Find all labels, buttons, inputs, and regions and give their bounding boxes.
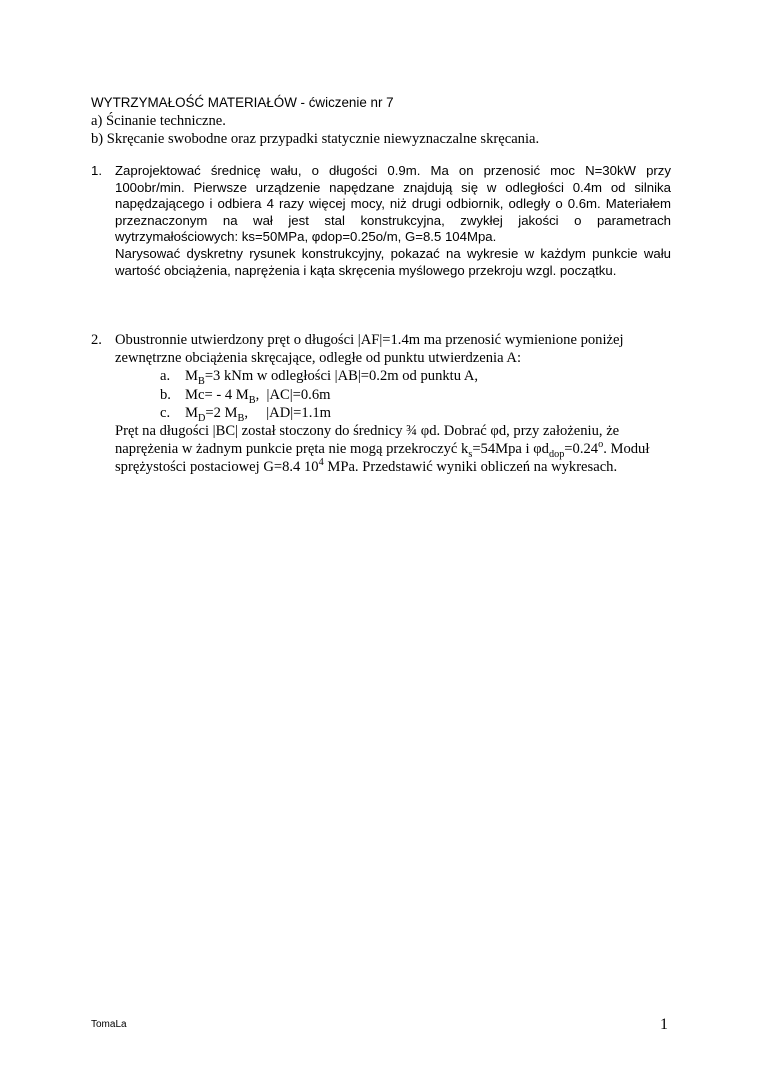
task-2 bbox=[91, 331, 671, 477]
load-item-text: =2 M bbox=[205, 404, 238, 421]
load-item-marker: b. bbox=[160, 386, 171, 403]
load-item-distance: , |AD|=1.1m bbox=[244, 404, 331, 421]
task-1-number: 1. bbox=[91, 163, 102, 178]
document-header bbox=[91, 93, 691, 148]
load-item-distance: , |AC|=0.6m bbox=[255, 386, 331, 403]
load-item-text: Mc= - 4 M bbox=[185, 386, 249, 403]
closing-text: . Moduł sprężystości postaciowej G=8.4 10 bbox=[115, 441, 650, 476]
load-moment-subscript: B bbox=[248, 394, 256, 406]
load-moment-symbol: M bbox=[185, 368, 198, 385]
task-2-body bbox=[115, 331, 671, 477]
task-1-paragraph-2: Narysować dyskretny rysunek konstrukcyjny, pokazać na wykresie w każdym punkcie wału wartość obciążenia, naprężenia i kąta skręcenia myślowego przekroju wzgl. początku. bbox=[115, 245, 671, 278]
task-2-closing bbox=[115, 422, 671, 477]
task-2-intro: Obustronnie utwierdzony pręt o długości |AF|=1.4m ma przenosić wymienione poniżej zewnętrzne obciążenia skręcające, odległe od punktu utwierdzenia A: bbox=[115, 332, 624, 367]
dop-subscript: dop bbox=[548, 449, 565, 461]
topic-b: b) Skręcanie swobodne oraz przypadki statycznie niewyznaczalne skręcania. bbox=[91, 131, 540, 147]
load-item-c bbox=[160, 404, 671, 422]
task-1-body bbox=[115, 163, 671, 279]
load-item-a bbox=[160, 367, 671, 388]
load-list bbox=[115, 367, 671, 422]
load-item-marker: c. bbox=[160, 404, 171, 421]
task-1-paragraph-1: Zaprojektować średnicę wału, o długości 0.9m. Ma on przenosić moc N=30kW przy 100obr/min. Pierwsze urządzenie napędzane znajdują się w odległości 0.4m od silnika napędzającego i odbiera 4 razy więcej mocy, niż drugi odbiornik, odległy o 0.6m. Materiałem przeznaczonym na wał jest stal konstrukcyjna, zwykłej jakości o parametrach wytrzymałościowych: ks=50MPa, φdop=0.25o/m, G=8.5 104Mpa. bbox=[115, 163, 671, 245]
task-1 bbox=[91, 163, 671, 279]
document-title: WYTRZYMAŁOŚĆ MATERIAŁÓW - ćwiczenie nr 7 bbox=[91, 95, 394, 110]
topic-a: a) Ścinanie techniczne. bbox=[91, 113, 226, 129]
closing-text: MPa. Przedstawić wyniki obliczeń na wykresach. bbox=[323, 459, 618, 476]
load-moment-subscript: D bbox=[197, 412, 206, 424]
load-moment-subscript: B bbox=[237, 412, 245, 424]
load-moment-subscript: B bbox=[197, 376, 205, 388]
load-item-marker: a. bbox=[160, 368, 171, 385]
footer-author: TomaLa bbox=[91, 1019, 127, 1030]
closing-text: =0.24 bbox=[564, 441, 599, 458]
exponent-superscript: 4 bbox=[318, 457, 324, 469]
task-2-number: 2. bbox=[91, 332, 102, 348]
ks-subscript: s bbox=[468, 449, 473, 461]
load-moment-symbol: M bbox=[185, 404, 198, 421]
closing-text: Pręt na długości |BC| został stoczony do średnicy ¾ φd. Dobrać φd, przy założeniu, że naprężenia w żadnym punkcie pręta nie mogą przekroczyć k bbox=[115, 423, 620, 458]
load-item-text: =3 kNm w odległości |AB|=0.2m od punktu A, bbox=[204, 368, 479, 385]
closing-text: =54Mpa i φd bbox=[472, 441, 549, 458]
page-number: 1 bbox=[660, 1016, 668, 1033]
degree-superscript: o bbox=[598, 439, 604, 451]
load-item-b bbox=[160, 386, 671, 404]
